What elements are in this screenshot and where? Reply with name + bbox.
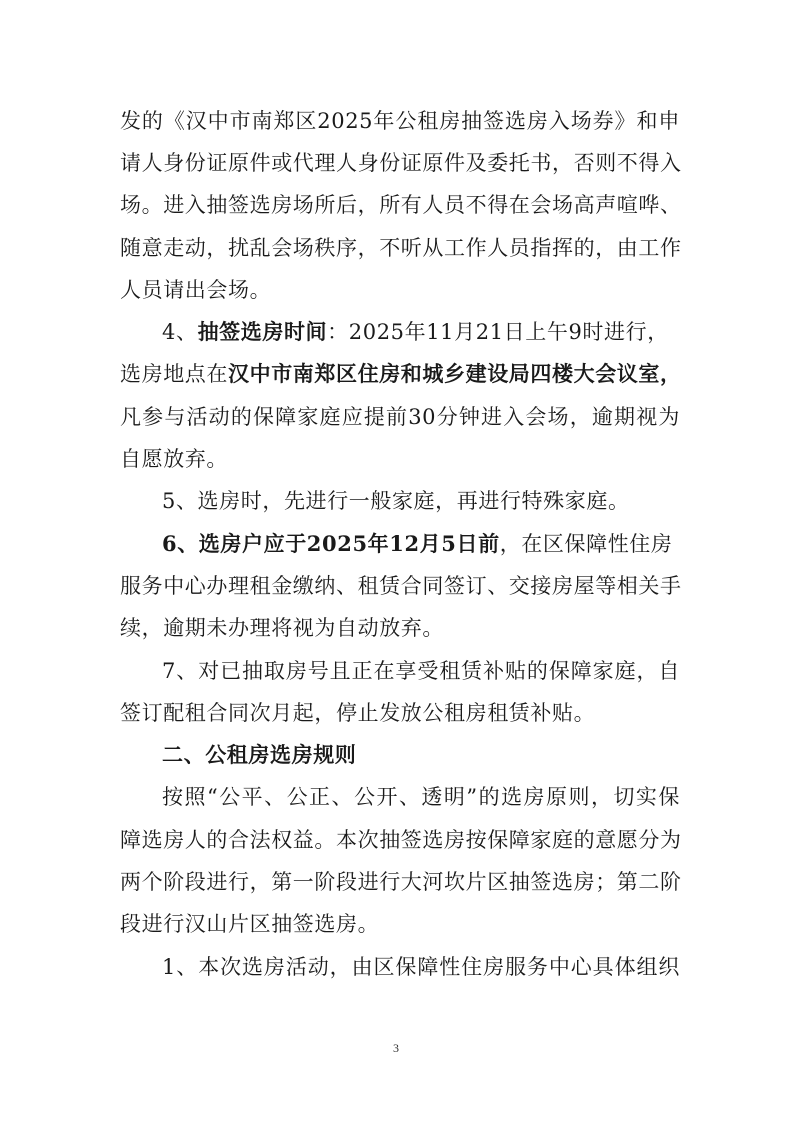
- body-line: 随意走动，扰乱会场秩序，不听从工作人员指挥的，由工作: [120, 236, 682, 260]
- item-6-line-2: 服务中心办理租金缴纳、租赁合同签订、交接房屋等相关手: [120, 574, 682, 598]
- item-4-label: 抽签选房时间: [197, 319, 328, 344]
- section-2-para-line: 按照“公平、公正、公开、透明”的选房原则，切实保: [162, 785, 680, 809]
- body-line: 发的《汉中市南郑区2025年公租房抽签选房入场券》和申: [120, 109, 680, 133]
- item-4-line-4: 自愿放弃。: [120, 447, 228, 471]
- rule-1: 1、本次选房活动，由区保障性住房服务中心具体组织: [162, 955, 680, 979]
- item-4-text: ：2025年11月21日上午9时进行，: [327, 320, 669, 344]
- item-6-deadline: 6、选房户应于2025年12月5日前: [162, 531, 500, 556]
- item-4-number: 4、: [162, 320, 198, 344]
- item-6-rest: ，在区保障性住房: [499, 532, 673, 556]
- section-2-para-line: 段进行汉山片区抽签选房。: [120, 912, 380, 936]
- section-2-heading: 二、公租房选房规则: [162, 743, 357, 767]
- item-4-location-prefix: 选房地点在: [120, 362, 228, 386]
- item-4-line-3: 凡参与活动的保障家庭应提前30分钟进入会场，逾期视为: [120, 405, 680, 429]
- item-7-line-1: 7、对已抽取房号且正在享受租赁补贴的保障家庭，自: [162, 659, 680, 683]
- item-4-line-2: [120, 361, 680, 387]
- item-4-line-1: [162, 319, 680, 345]
- body-line: 人员请出会场。: [120, 278, 272, 302]
- item-4-location: 汉中市南郑区住房和城乡建设局四楼大会议室，: [228, 362, 682, 386]
- page-number: 3: [393, 1041, 399, 1055]
- section-2-para-line: 障选房人的合法权益。本次抽签选房按保障家庭的意愿分为: [120, 828, 682, 852]
- section-2-para-line: 两个阶段进行，第一阶段进行大河坎片区抽签选房；第二阶: [120, 870, 682, 894]
- body-line: 请人身份证原件或代理人身份证原件及委托书，否则不得入: [120, 151, 682, 175]
- item-5: 5、选房时，先进行一般家庭，再进行特殊家庭。: [162, 489, 630, 513]
- item-7-line-2: 签订配租合同次月起，停止发放公租房租赁补贴。: [120, 701, 596, 725]
- body-line: 场。进入抽签选房场所后，所有人员不得在会场高声喧哗、: [120, 193, 682, 217]
- item-6-line-3: 续，逾期未办理将视为自动放弃。: [120, 616, 444, 640]
- item-6-line-1: [162, 531, 680, 557]
